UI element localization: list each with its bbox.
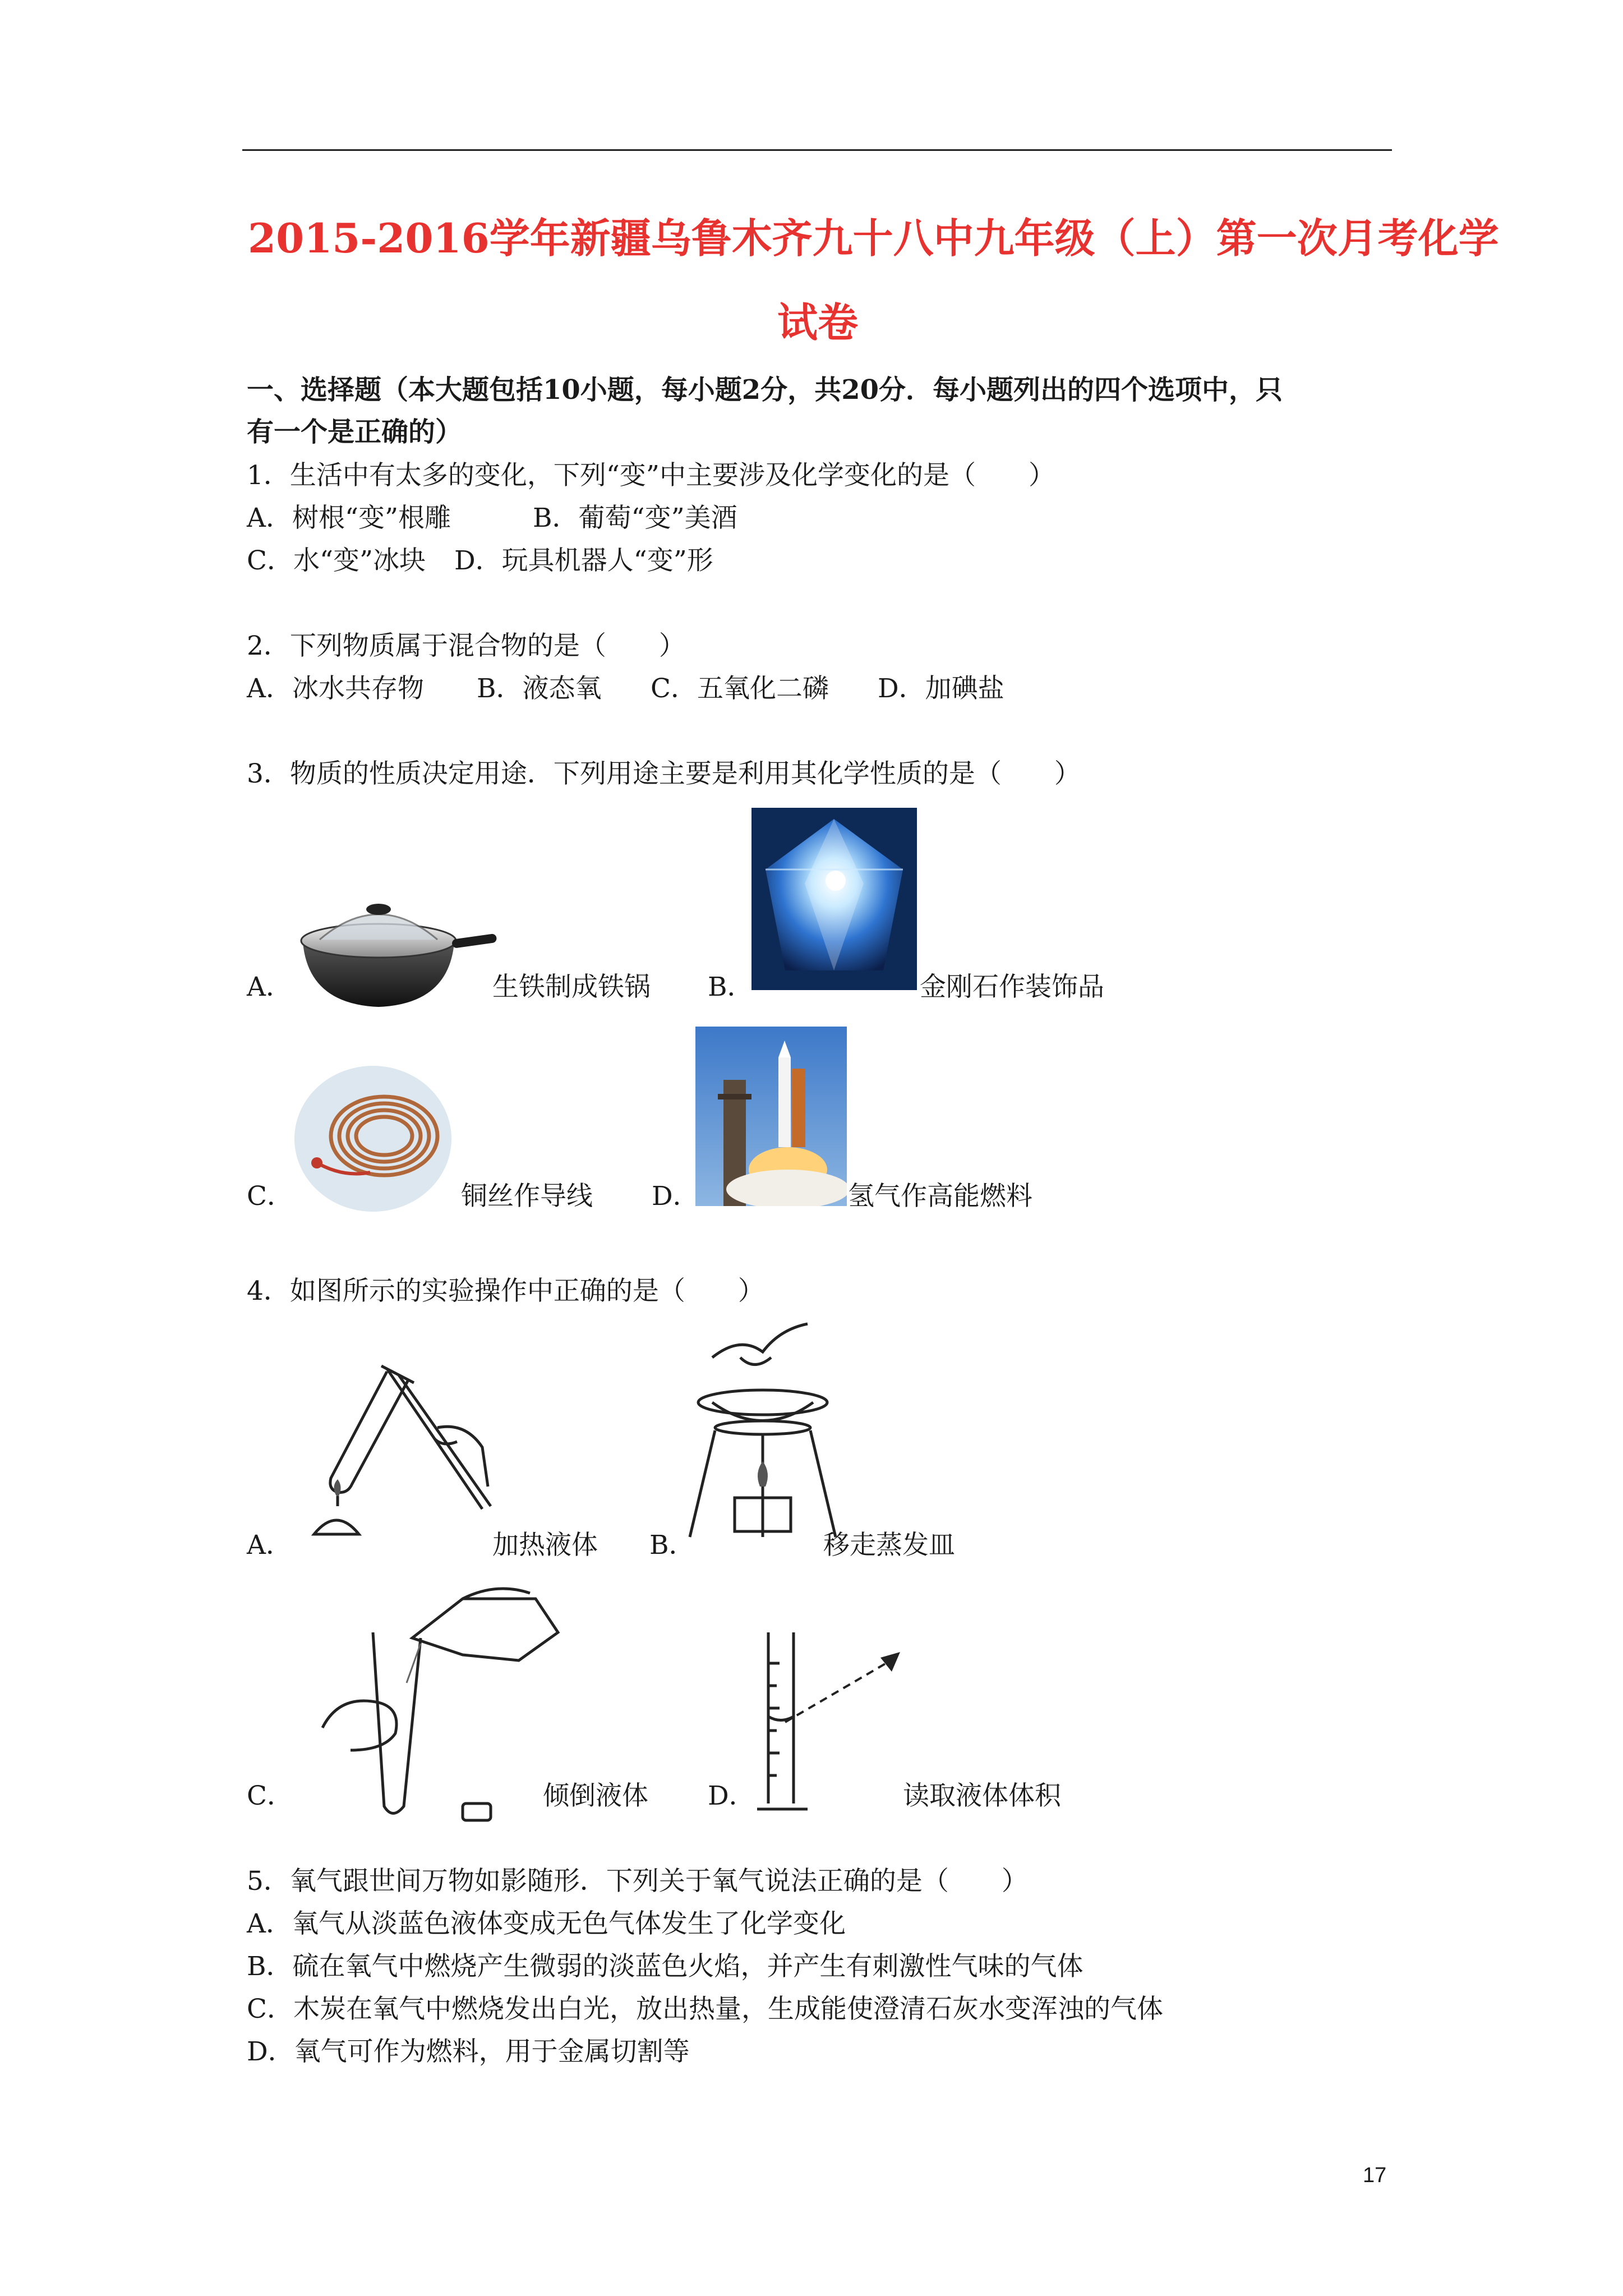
- q5-stem: 5．氧气跟世间万物如影随形．下列关于氧气说法正确的是（ ）: [247, 1866, 1028, 1897]
- section-heading-line-2: 有一个是正确的）: [247, 416, 463, 448]
- q3-a-letter: A．: [247, 972, 292, 1002]
- q5-option-d: D．氧气可作为燃料，用于金属切割等: [247, 2036, 690, 2067]
- q4-stem: 4．如图所示的实验操作中正确的是（ ）: [247, 1276, 764, 1306]
- q4-a-text: 加热液体: [492, 1530, 598, 1561]
- pouring-liquid-diagram: [294, 1582, 566, 1823]
- q2-stem: 2．下列物质属于混合物的是（ ）: [247, 631, 685, 661]
- q4-c-letter: C．: [247, 1780, 293, 1811]
- q2-option-d: D．加碘盐: [878, 673, 1004, 704]
- q3-c-letter: C．: [247, 1181, 293, 1212]
- graduated-cylinder-diagram: [751, 1630, 909, 1815]
- q5-option-a: A．氧气从淡蓝色液体变成无色气体发生了化学变化: [247, 1908, 846, 1939]
- q3-b-letter: B．: [708, 972, 754, 1002]
- q3-stem: 3．物质的性质决定用途．下列用途主要是利用其化学性质的是（ ）: [247, 758, 1081, 789]
- title-line-2: 试卷: [777, 298, 859, 346]
- q5-option-c: C．木炭在氧气中燃烧发出白光，放出热量，生成能使澄清石灰水变浑浊的气体: [247, 1994, 1163, 2024]
- copper-wire-image: [292, 1063, 454, 1214]
- q4-d-text: 读取液体体积: [903, 1780, 1061, 1811]
- diamond-image: [751, 808, 917, 990]
- page-number: 17: [1363, 2164, 1387, 2187]
- q3-a-text: 生铁制成铁锅: [492, 972, 651, 1002]
- q1-option-d: D．玩具机器人“变”形: [454, 545, 713, 576]
- section-heading-line-1: 一、选择题（本大题包括10小题，每小题2分，共20分．每小题列出的四个选项中，只: [247, 374, 1283, 406]
- q2-option-a: A．冰水共存物: [247, 673, 424, 704]
- q4-a-letter: A．: [247, 1530, 292, 1561]
- q1-option-b: B．葡萄“变”美酒: [533, 503, 737, 533]
- q2-option-b: B．液态氧: [477, 673, 602, 704]
- q3-d-letter: D．: [652, 1181, 699, 1212]
- q1-option-c: C．水“变”冰块: [247, 545, 426, 576]
- q3-b-text: 金刚石作装饰品: [920, 972, 1104, 1002]
- q3-c-text: 铜丝作导线: [461, 1181, 593, 1212]
- q4-b-text: 移走蒸发皿: [823, 1530, 955, 1561]
- title-line-1: 2015-2016学年新疆乌鲁木齐九十八中九年级（上）第一次月考化学: [248, 214, 1499, 262]
- q2-option-c: C．五氧化二磷: [651, 673, 829, 704]
- rocket-launch-image: [695, 1027, 847, 1206]
- evaporating-dish-diagram: [679, 1318, 858, 1543]
- q1-option-a: A．树根“变”根雕: [247, 503, 451, 533]
- q1-stem: 1．生活中有太多的变化，下列“变”中主要涉及化学变化的是（ ）: [247, 460, 1055, 491]
- q4-b-letter: B．: [649, 1530, 695, 1561]
- header-rule: [242, 149, 1392, 151]
- q5-option-b: B．硫在氧气中燃烧产生微弱的淡蓝色火焰，并产生有刺激性气味的气体: [247, 1951, 1083, 1982]
- heating-liquid-diagram: [303, 1349, 516, 1545]
- wok-image: [294, 884, 502, 1015]
- q4-d-letter: D．: [708, 1780, 755, 1811]
- q3-d-text: 氢气作高能燃料: [848, 1181, 1032, 1212]
- q4-c-text: 倾倒液体: [543, 1780, 648, 1811]
